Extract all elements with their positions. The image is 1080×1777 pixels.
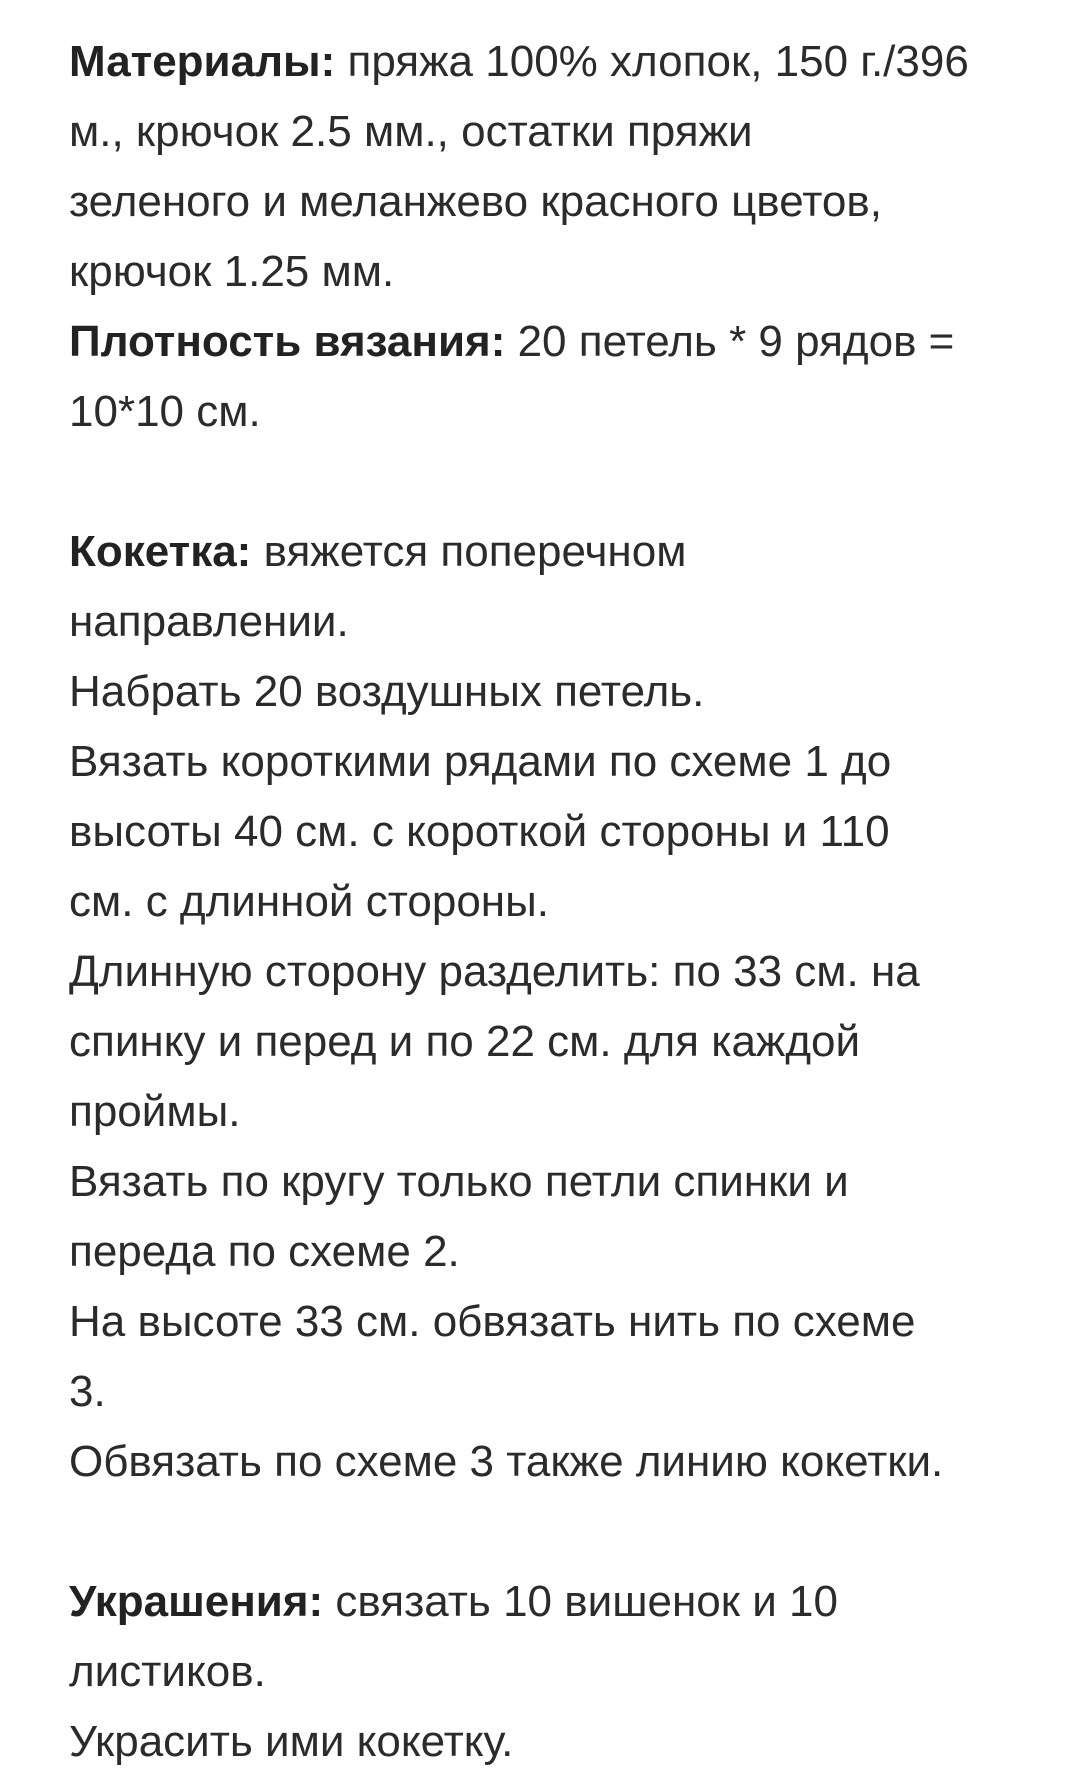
materials-line-4: крючок 1.25 мм. bbox=[69, 247, 395, 296]
density-line-1 bbox=[69, 307, 1059, 377]
decorations-paragraph bbox=[69, 1567, 1059, 1777]
decorations-label: Украшения: bbox=[69, 1577, 324, 1626]
yoke-line-5: высоты 40 см. с короткой стороны и 110 bbox=[69, 807, 890, 856]
decorations-line-3: Украсить ими кокетку. bbox=[69, 1717, 514, 1766]
pattern-document bbox=[69, 27, 1059, 1777]
yoke-line-12: На высоте 33 см. обвязать нить по схеме bbox=[69, 1297, 916, 1346]
materials-line-3: зеленого и меланжево красного цветов, bbox=[69, 177, 882, 226]
density-line-2: 10*10 см. bbox=[69, 387, 261, 436]
yoke-line-3: Набрать 20 воздушных петель. bbox=[69, 667, 705, 716]
yoke-line-6: см. с длинной стороны. bbox=[69, 877, 549, 926]
yoke-line-1 bbox=[69, 517, 1059, 587]
decorations-text: связать 10 вишенок и 10 bbox=[323, 1577, 838, 1626]
density-text: 20 петель * 9 рядов = bbox=[505, 317, 955, 366]
materials-label: Материалы: bbox=[69, 37, 336, 86]
yoke-line-7: Длинную сторону разделить: по 33 см. на bbox=[69, 947, 920, 996]
yoke-label: Кокетка: bbox=[69, 527, 252, 576]
yoke-paragraph bbox=[69, 517, 1059, 1497]
materials-line-2: м., крючок 2.5 мм., остатки пряжи bbox=[69, 107, 753, 156]
yoke-line-14: Обвязать по схеме 3 также линию кокетки. bbox=[69, 1437, 944, 1486]
yoke-text: вяжется поперечном bbox=[251, 527, 687, 576]
decorations-line-2: листиков. bbox=[69, 1647, 266, 1696]
yoke-line-9: проймы. bbox=[69, 1087, 241, 1136]
materials-text: пряжа 100% хлопок, 150 г./396 bbox=[335, 37, 969, 86]
density-paragraph bbox=[69, 307, 1059, 447]
materials-line-1 bbox=[69, 27, 1059, 97]
density-label: Плотность вязания: bbox=[69, 317, 506, 366]
paragraph-spacer bbox=[69, 1497, 1059, 1567]
yoke-line-10: Вязать по кругу только петли спинки и bbox=[69, 1157, 849, 1206]
yoke-line-4: Вязать короткими рядами по схеме 1 до bbox=[69, 737, 892, 786]
yoke-line-2: направлении. bbox=[69, 597, 349, 646]
yoke-line-11: переда по схеме 2. bbox=[69, 1227, 460, 1276]
paragraph-spacer bbox=[69, 447, 1059, 517]
materials-paragraph bbox=[69, 27, 1059, 307]
yoke-line-13: 3. bbox=[69, 1367, 106, 1416]
yoke-line-8: спинку и перед и по 22 см. для каждой bbox=[69, 1017, 861, 1066]
decorations-line-1 bbox=[69, 1567, 1059, 1637]
